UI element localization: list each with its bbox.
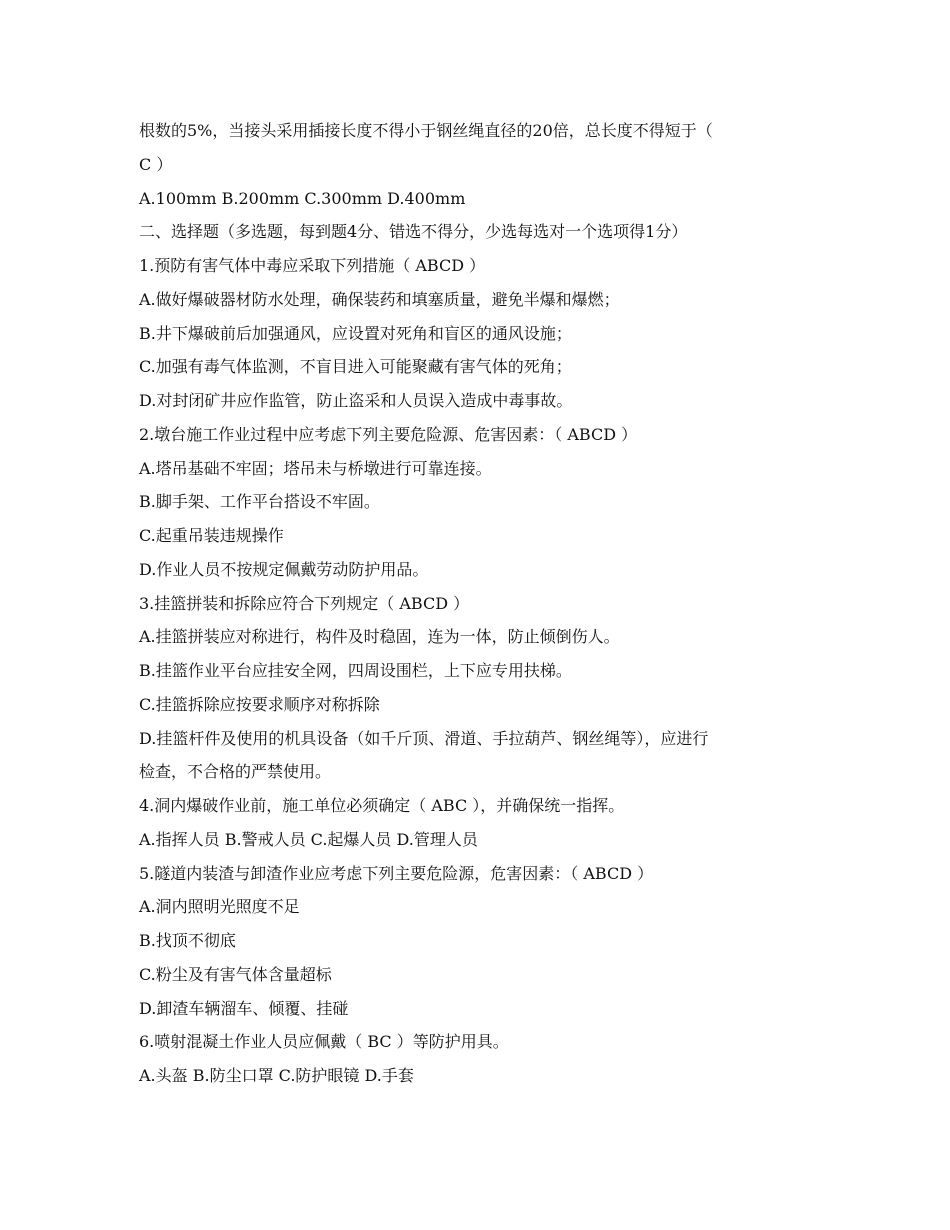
option-text: A.塔吊基础不牢固；塔吊未与桥墩进行可靠连接。 bbox=[139, 459, 492, 478]
option-text: D.卸渣车辆溜车、倾覆、挂碰 bbox=[139, 999, 349, 1018]
option-text: A.头盔 B.防尘口罩 C.防护眼镜 D.手套 bbox=[139, 1066, 414, 1085]
option-text: A.挂篮拼装应对称进行，构件及时稳固，连为一体，防止倾倒伤人。 bbox=[139, 627, 620, 646]
question-text: 5.隧道内装渣与卸渣作业应考虑下列主要危险源，危害因素：（ ABCD ） bbox=[139, 864, 654, 883]
option-text: B.井下爆破前后加强通风，应设置对死角和盲区的通风设施； bbox=[139, 324, 572, 343]
option-text: C.挂篮拆除应按要求顺序对称拆除 bbox=[139, 695, 380, 714]
option-text: C.起重吊装违规操作 bbox=[139, 526, 284, 545]
section-heading: 二、选择题（多选题，每到题4分、错选不得分，少选每选对一个选项得1分） bbox=[139, 222, 688, 241]
option-text: B.找顶不彻底 bbox=[139, 931, 236, 950]
text-line: 根数的5%，当接头采用插接长度不得小于钢丝绳直径的20倍，总长度不得短于（ bbox=[139, 121, 713, 140]
option-text: A.指挥人员 B.警戒人员 C.起爆人员 D.管理人员 bbox=[139, 830, 478, 849]
text-line: C ） bbox=[139, 155, 173, 174]
option-text: B.脚手架、工作平台搭设不牢固。 bbox=[139, 492, 380, 511]
question-text: 1.预防有害气体中毒应采取下列措施（ ABCD ） bbox=[139, 256, 486, 275]
option-text: C.加强有毒气体监测，不盲目进入可能聚藏有害气体的死角； bbox=[139, 357, 572, 376]
option-text: 检查，不合格的严禁使用。 bbox=[139, 762, 332, 781]
option-text: C.粉尘及有害气体含量超标 bbox=[139, 965, 332, 984]
text-line: A.100mm B.200mm C.300mm D.400mm bbox=[139, 189, 466, 208]
question-text: 3.挂篮拼装和拆除应符合下列规定（ ABCD ） bbox=[139, 594, 470, 613]
option-text: A.做好爆破器材防水处理，确保装药和填塞质量，避免半爆和爆燃； bbox=[139, 290, 620, 309]
option-text: D.挂篮杆件及使用的机具设备（如千斤顶、滑道、手拉葫芦、钢丝绳等），应进行 bbox=[139, 729, 709, 748]
question-text: 2.墩台施工作业过程中应考虑下列主要危险源、危害因素：（ ABCD ） bbox=[139, 425, 638, 444]
option-text: B.挂篮作业平台应挂安全网，四周设围栏，上下应专用扶梯。 bbox=[139, 661, 572, 680]
option-text: A.洞内照明光照度不足 bbox=[139, 897, 300, 916]
question-text: 4.洞内爆破作业前，施工单位必须确定（ ABC ），并确保统一指挥。 bbox=[139, 796, 625, 815]
question-text: 6.喷射混凝土作业人员应佩戴（ BC ）等防护用具。 bbox=[139, 1032, 509, 1051]
option-text: D.作业人员不按规定佩戴劳动防护用品。 bbox=[139, 560, 429, 579]
option-text: D.对封闭矿井应作监管，防止盗采和人员误入造成中毒事故。 bbox=[139, 391, 573, 410]
